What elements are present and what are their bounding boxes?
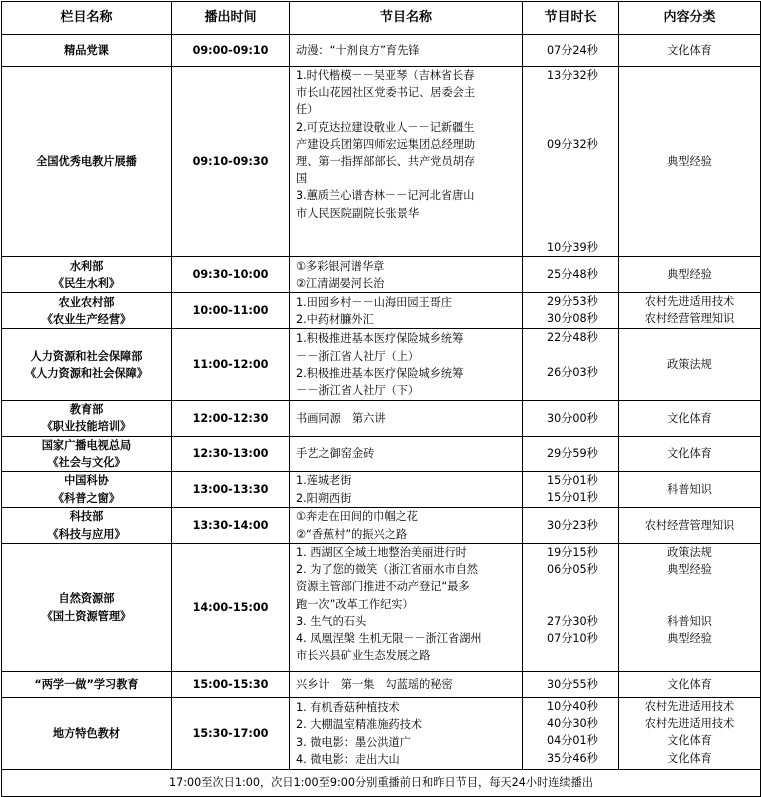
program-line: 4. 凤凰涅槃 生机无限－－浙江省湖州 [296, 632, 482, 646]
program-item [296, 699, 518, 716]
program-line: 4. 微电影：走出大山 [296, 752, 400, 766]
program-item [296, 676, 518, 693]
schedule-row [2, 293, 761, 329]
program-item [296, 716, 518, 733]
duration-value: 22分48秒 [547, 331, 598, 345]
header-column-name: 栏目名称 [2, 2, 172, 35]
program-cell [290, 401, 523, 436]
duration-value: 04分01秒 [547, 734, 598, 748]
column-name-line: 人力资源和社会保障部 [30, 349, 143, 363]
header-program-name: 节目名称 [290, 2, 523, 35]
category-value: 政策法规 [667, 546, 712, 560]
program-cell [290, 67, 523, 257]
category-value: 农村经营管理知识 [644, 518, 735, 532]
duration-value: 25分48秒 [547, 268, 598, 282]
category-cell [619, 329, 761, 401]
duration-value: 35分46秒 [547, 751, 598, 765]
category-value: 农村先进适用技术 [644, 295, 735, 309]
program-line: ①多彩银河谱华章 [296, 259, 385, 273]
duration-value: 27分30秒 [547, 614, 598, 628]
schedule-table [1, 1, 761, 797]
program-item [296, 613, 518, 630]
program-item [296, 294, 518, 311]
column-name-cell [2, 293, 172, 329]
airtime-cell: 14:00-15:00 [172, 544, 290, 672]
column-name-cell [2, 401, 172, 436]
column-name-line: 精品党课 [64, 43, 109, 57]
column-name-line: 《农业生产经营》 [41, 312, 132, 326]
duration-value: 15分01秒 [547, 474, 598, 488]
duration-value: 10分40秒 [547, 700, 598, 714]
category-value: 文化体育 [667, 677, 712, 691]
airtime-cell: 09:00-09:10 [172, 35, 290, 67]
footer-row [2, 770, 761, 797]
column-name-line: 《科普之窗》 [52, 491, 121, 505]
column-name-cell [2, 698, 172, 770]
category-cell [619, 35, 761, 67]
header-duration: 节目时长 [523, 2, 619, 35]
program-item [296, 67, 518, 119]
column-name-line: 《职业技能培训》 [41, 420, 132, 434]
airtime-cell: 10:00-11:00 [172, 293, 290, 329]
category-cell [619, 67, 761, 257]
program-cell [290, 544, 523, 672]
program-item [296, 410, 518, 427]
schedule-row [2, 35, 761, 67]
duration-value: 30分23秒 [547, 518, 598, 532]
duration-cell [523, 436, 619, 471]
schedule-row [2, 472, 761, 508]
program-line: 手艺之御窑金砖 [296, 447, 375, 461]
column-name-cell [2, 67, 172, 257]
category-cell [619, 508, 761, 544]
duration-value: 30分55秒 [547, 677, 598, 691]
rebroadcast-note: 17:00至次日1:00，次日1:00至9:00分别重播前日和昨日节目，每天24小时连续播出 [2, 770, 761, 797]
schedule-row [2, 257, 761, 293]
column-name-line: 科技部 [69, 510, 104, 524]
program-line: －－浙江省人社厅（下） [296, 383, 420, 397]
column-name-cell [2, 508, 172, 544]
schedule-row [2, 401, 761, 436]
category-value: 典型经验 [667, 563, 712, 577]
program-cell [290, 436, 523, 471]
column-name-cell [2, 257, 172, 293]
duration-cell [523, 698, 619, 770]
program-line: 市长山花园社区党委书记、居委会主 [296, 86, 476, 100]
duration-value: 26分03秒 [547, 365, 598, 379]
duration-value: 07分10秒 [547, 632, 598, 646]
category-cell [619, 698, 761, 770]
program-line: 1.时代楷模－－吴亚琴（吉林省长春 [296, 69, 475, 82]
column-name-cell [2, 472, 172, 508]
duration-cell [523, 401, 619, 436]
program-cell [290, 508, 523, 544]
program-item [296, 508, 518, 525]
duration-cell [523, 672, 619, 698]
program-item [296, 445, 518, 462]
program-cell [290, 257, 523, 293]
program-item [296, 119, 518, 188]
category-value: 政策法规 [667, 358, 712, 372]
program-line: 2.中药材臁外汇 [296, 312, 374, 326]
category-value: 典型经验 [667, 632, 712, 646]
duration-value: 30分08秒 [547, 312, 598, 326]
program-line: 理、第一指挥部部长、共产党员胡存 [296, 155, 476, 169]
duration-cell [523, 67, 619, 257]
duration-value: 40分30秒 [547, 717, 598, 731]
column-name-cell [2, 672, 172, 698]
program-line: ②江清湖晏河长治 [296, 276, 385, 290]
duration-value: 09分32秒 [547, 137, 598, 151]
column-name-line: 水利部 [69, 259, 104, 273]
column-name-line: 《国土资源管理》 [41, 609, 132, 623]
header-category: 内容分类 [619, 2, 761, 35]
category-value: 文化体育 [667, 734, 712, 748]
airtime-cell: 09:10-09:30 [172, 67, 290, 257]
program-line: 1.积极推进基本医疗保险城乡统筹 [296, 332, 464, 346]
program-cell [290, 672, 523, 698]
program-item [296, 42, 518, 59]
duration-value: 29分59秒 [547, 447, 598, 461]
column-name-line: “两学一做”学习教育 [34, 677, 139, 691]
program-line: 1.田园乡村－－山海田园王哥庄 [296, 295, 453, 309]
schedule-body [2, 35, 761, 770]
schedule-row [2, 672, 761, 698]
category-value: 文化体育 [667, 751, 712, 765]
category-cell [619, 472, 761, 508]
column-name-cell [2, 544, 172, 672]
category-value: 科普知识 [667, 482, 712, 496]
program-cell [290, 293, 523, 329]
column-name-line: 农业农村部 [58, 295, 115, 309]
program-line: 动漫：“十剂良方”育先锋 [296, 43, 420, 57]
schedule-row [2, 508, 761, 544]
airtime-cell: 12:30-13:00 [172, 436, 290, 471]
category-cell [619, 436, 761, 471]
duration-cell [523, 257, 619, 293]
program-line: 市长兴县矿业生态发展之路 [296, 649, 431, 663]
program-line: 兴乡计 第一集 勾蓝瑶的秘密 [296, 677, 453, 691]
column-name-line: 《社会与文化》 [47, 455, 126, 469]
program-cell [290, 329, 523, 401]
program-line: －－浙江省人社厅（上） [296, 349, 420, 363]
program-item [296, 561, 518, 613]
program-item [296, 734, 518, 751]
program-line: 资源主管部门推进不动产登记“最多 [296, 580, 470, 594]
program-line: 3. 微电影：墨公洪道广 [296, 735, 411, 749]
column-name-cell [2, 329, 172, 401]
category-cell [619, 293, 761, 329]
column-name-line: 中国科协 [64, 474, 109, 488]
category-cell [619, 257, 761, 293]
program-line: 市人民医院副院长张景华 [296, 206, 420, 220]
program-cell [290, 698, 523, 770]
schedule-row [2, 544, 761, 672]
duration-value: 30分00秒 [547, 411, 598, 425]
program-line: 任） [296, 103, 319, 117]
duration-cell [523, 293, 619, 329]
program-item [296, 472, 518, 489]
duration-cell [523, 472, 619, 508]
duration-value: 15分01秒 [547, 491, 598, 505]
category-value: 文化体育 [667, 411, 712, 425]
column-name-line: 《民生水利》 [52, 276, 121, 290]
category-value: 科普知识 [667, 614, 712, 628]
program-line: 2. 大棚温室精准施药技术 [296, 718, 423, 732]
program-line: 产建设兵团第四师宏远集团总经理助 [296, 137, 476, 151]
column-name-line: 自然资源部 [58, 592, 115, 606]
category-cell [619, 401, 761, 436]
category-value: 典型经验 [667, 155, 712, 169]
duration-value: 29分53秒 [547, 295, 598, 309]
duration-cell [523, 35, 619, 67]
column-name-line: 国家广播电视总局 [41, 438, 132, 452]
program-item [296, 630, 518, 664]
category-cell [619, 544, 761, 672]
program-line: 跑一次”改革工作纪实） [296, 597, 414, 611]
program-line: 3. 生气的石头 [296, 614, 367, 628]
program-item [296, 311, 518, 328]
duration-value: 19分15秒 [547, 546, 598, 560]
column-name-line: 《科技与应用》 [47, 527, 126, 541]
category-value: 典型经验 [667, 268, 712, 282]
airtime-cell: 13:00-13:30 [172, 472, 290, 508]
column-name-line: 教育部 [69, 403, 104, 417]
category-value: 文化体育 [667, 447, 712, 461]
airtime-cell: 15:00-15:30 [172, 672, 290, 698]
program-item [296, 275, 518, 292]
program-line: 国 [296, 172, 308, 186]
schedule-row [2, 436, 761, 471]
category-value: 文化体育 [667, 43, 712, 57]
category-value: 农村先进适用技术 [644, 700, 735, 714]
airtime-cell: 11:00-12:00 [172, 329, 290, 401]
category-value: 农村经营管理知识 [644, 312, 735, 326]
program-line: 书画同源 第六讲 [296, 411, 386, 425]
program-item [296, 526, 518, 543]
header-row [2, 2, 761, 35]
program-item [296, 365, 518, 399]
airtime-cell: 15:30-17:00 [172, 698, 290, 770]
program-line: 3.蕙质兰心谱杏林－－记河北省唐山 [296, 189, 475, 203]
column-name-line: 地方特色教材 [52, 726, 121, 740]
duration-cell [523, 544, 619, 672]
header-airtime: 播出时间 [172, 2, 290, 35]
airtime-cell: 12:00-12:30 [172, 401, 290, 436]
duration-value: 13分32秒 [547, 69, 598, 82]
duration-value: 06分05秒 [547, 563, 598, 577]
program-line: 1. 有机香菇种植技术 [296, 701, 400, 715]
schedule-row [2, 698, 761, 770]
duration-cell [523, 508, 619, 544]
program-line: 2.积极推进基本医疗保险城乡统筹 [296, 366, 464, 380]
program-item [296, 751, 518, 768]
column-name-line: 《人力资源和社会保障》 [24, 366, 149, 380]
program-item [296, 490, 518, 507]
schedule-row [2, 67, 761, 257]
program-line: ②“香蕉村”的振兴之路 [296, 527, 408, 541]
program-line: 2.阳朔西街 [296, 491, 352, 505]
column-name-cell [2, 35, 172, 67]
duration-cell [523, 329, 619, 401]
schedule-row [2, 329, 761, 401]
duration-value: 10分39秒 [547, 241, 598, 255]
airtime-cell: 13:30-14:00 [172, 508, 290, 544]
airtime-cell: 09:30-10:00 [172, 257, 290, 293]
program-item [296, 187, 518, 221]
program-item [296, 330, 518, 364]
program-line: 2. 为了您的微笑（浙江省丽水市自然 [296, 563, 479, 577]
program-line: 1. 西湖区全域土地整治美丽进行时 [296, 546, 467, 560]
program-line: 2.可克达拉建设敬业人－－记新疆生 [296, 120, 475, 134]
column-name-cell [2, 436, 172, 471]
program-line: ①奔走在田间的巾帼之花 [296, 510, 418, 524]
program-item [296, 544, 518, 561]
program-cell [290, 35, 523, 67]
duration-value: 07分24秒 [547, 43, 598, 57]
category-cell [619, 672, 761, 698]
program-line: 1.莲城老街 [296, 474, 352, 488]
category-value: 农村先进适用技术 [644, 717, 735, 731]
program-item [296, 258, 518, 275]
program-cell [290, 472, 523, 508]
column-name-line: 全国优秀电教片展播 [36, 155, 137, 169]
